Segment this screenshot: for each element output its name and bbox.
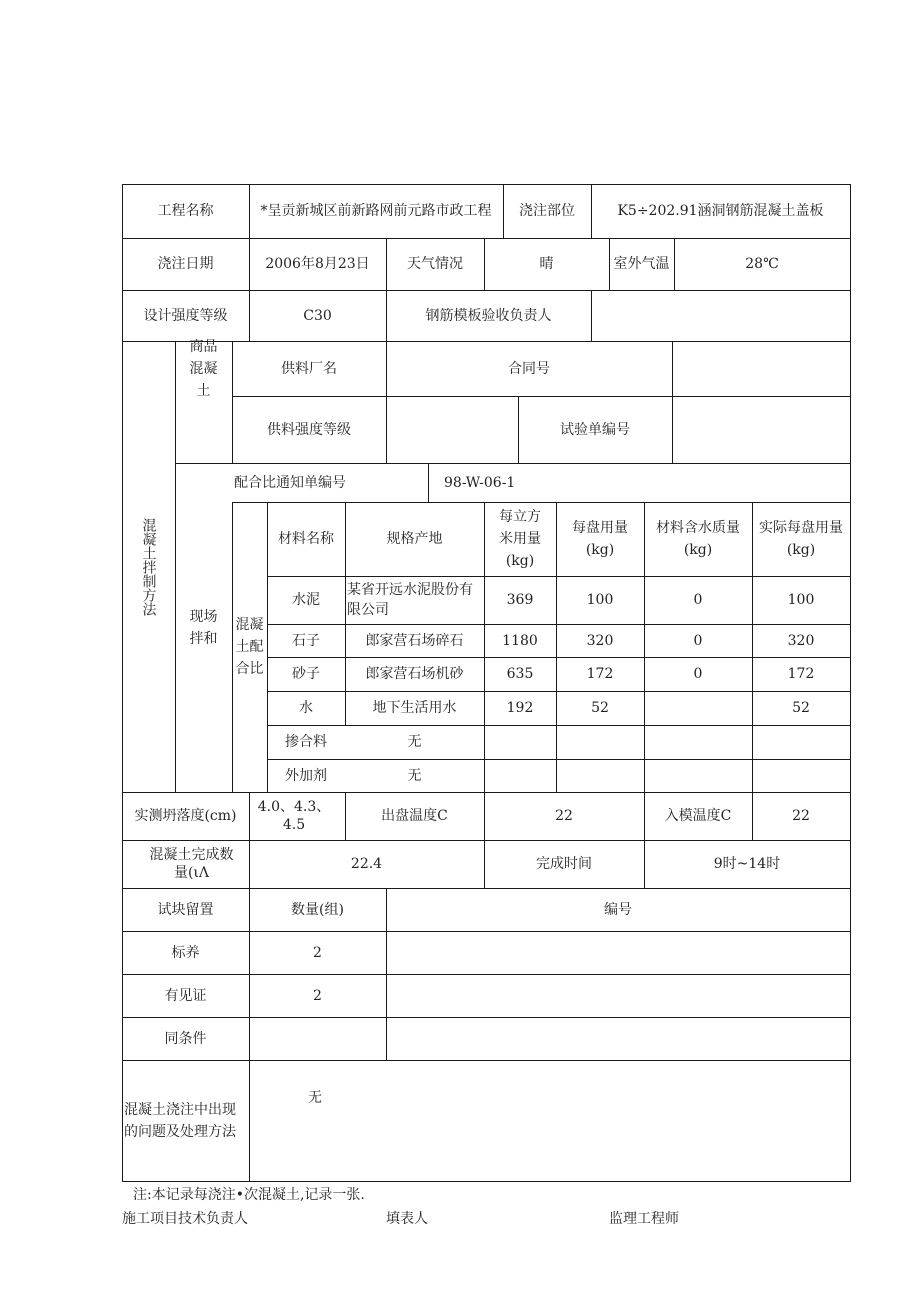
material-name: 砂子 bbox=[292, 666, 320, 682]
out-temp-value: 22 bbox=[555, 808, 573, 824]
material-name: 掺合料 bbox=[285, 734, 327, 750]
contract-label: 合同号 bbox=[508, 360, 550, 377]
material-spec: 无 bbox=[407, 767, 422, 784]
material-per-m3: 1180 bbox=[502, 632, 538, 649]
material-per-batch: 320 bbox=[586, 632, 614, 649]
material-actual: 100 bbox=[787, 592, 815, 608]
tech-lead-label: 施工项目技术负责人 bbox=[122, 1211, 248, 1227]
material-spec: 某省开远水泥股份有限公司 bbox=[347, 582, 473, 618]
material-per-batch: 172 bbox=[586, 666, 614, 682]
specimen-row-qty: 2 bbox=[313, 987, 322, 1004]
col-per-batch: 每盘用量(kg) bbox=[572, 520, 628, 558]
material-moisture: 0 bbox=[693, 592, 703, 608]
completed-qty-value: 22.4 bbox=[350, 856, 383, 872]
material-actual: 52 bbox=[792, 700, 810, 716]
outdoor-temp-label: 室外气温 bbox=[613, 256, 670, 272]
specimen-row-name: 同条件 bbox=[164, 1030, 207, 1047]
outdoor-temp-value: 28℃ bbox=[745, 256, 779, 272]
filler-label: 填表人 bbox=[386, 1211, 428, 1227]
material-per-batch: 100 bbox=[586, 592, 614, 608]
mix-notice-label: 配合比通知单编号 bbox=[234, 474, 346, 491]
onsite-mixing-label: 现场拌和 bbox=[189, 608, 218, 647]
specimen-row-no bbox=[386, 1017, 850, 1060]
material-name: 水泥 bbox=[292, 592, 320, 608]
material-spec: 郎家营石场机砂 bbox=[365, 666, 464, 682]
material-spec: 郎家营石场碎石 bbox=[365, 632, 464, 649]
mold-temp-label: 入模温度C bbox=[664, 808, 732, 824]
project-name-label: 工程名称 bbox=[157, 203, 214, 219]
specimen-label: 试块留置 bbox=[157, 901, 214, 918]
col-actual: 实际每盘用量(kg) bbox=[759, 520, 843, 558]
material-per-m3: 369 bbox=[506, 592, 534, 608]
material-moisture: 0 bbox=[693, 632, 703, 649]
pour-date-value: 2006年8月23日 bbox=[265, 256, 370, 272]
specimen-row-qty: 2 bbox=[313, 944, 322, 961]
mix-notice-value: 98-W-06-1 bbox=[444, 474, 516, 491]
completion-time-label: 完成时间 bbox=[536, 856, 592, 872]
slump-value: 4.0、4.3、4.5 bbox=[257, 799, 331, 833]
material-name: 外加剂 bbox=[285, 767, 327, 784]
commercial-concrete-label: 商品混凝土 bbox=[189, 338, 218, 399]
design-grade-value: C30 bbox=[303, 307, 332, 324]
supply-grade-value bbox=[386, 396, 518, 463]
material-per-m3: 192 bbox=[506, 700, 534, 716]
material-name: 水 bbox=[299, 700, 313, 716]
completion-time-value: 9时~14时 bbox=[713, 856, 781, 872]
material-moisture: 0 bbox=[693, 666, 703, 682]
specimen-row-name: 标养 bbox=[171, 944, 200, 961]
weather-label: 天气情况 bbox=[407, 256, 463, 272]
pour-date-label: 浇注日期 bbox=[157, 256, 214, 272]
problems-label: 混凝土浇注中出现的问题及处理方法 bbox=[124, 1101, 236, 1140]
specimen-qty-label: 数量(组) bbox=[291, 901, 344, 918]
col-moisture: 材料含水质量(kg) bbox=[656, 520, 740, 558]
rebar-formwork-value bbox=[591, 290, 850, 341]
completed-qty-label: 混凝土完成数量(ιΛ bbox=[149, 847, 234, 881]
project-name-value: *呈贡新城区前新路网前元路市政工程 bbox=[260, 203, 492, 219]
material-spec: 无 bbox=[407, 734, 422, 750]
test-no-value bbox=[672, 396, 850, 463]
material-spec: 地下生活用水 bbox=[372, 700, 457, 716]
supervisor-label: 监理工程师 bbox=[609, 1211, 679, 1227]
col-per-m3: 每立方米用量(kg) bbox=[499, 509, 541, 569]
specimen-row-qty bbox=[249, 1017, 386, 1060]
col-spec-origin: 规格产地 bbox=[386, 531, 443, 547]
col-material-name: 材料名称 bbox=[278, 531, 334, 547]
design-grade-label: 设计强度等级 bbox=[143, 307, 228, 324]
supplier-label: 供料厂名 bbox=[281, 360, 337, 377]
material-actual: 172 bbox=[787, 666, 815, 682]
material-per-m3: 635 bbox=[506, 666, 534, 682]
out-temp-label: 出盘温度C bbox=[381, 808, 448, 824]
specimen-no-label: 编号 bbox=[604, 901, 632, 918]
mold-temp-value: 22 bbox=[792, 808, 810, 824]
mix-ratio-label: 混凝土配合比 bbox=[235, 617, 264, 677]
material-actual: 320 bbox=[787, 632, 815, 649]
contract-value bbox=[672, 341, 850, 396]
slump-label: 实测坍落度(cm) bbox=[134, 808, 237, 824]
material-name: 石子 bbox=[292, 632, 320, 649]
rebar-formwork-label: 钢筋模板验收负责人 bbox=[425, 307, 552, 324]
specimen-row-name: 有见证 bbox=[164, 987, 207, 1004]
footer-note: 注:本记录每浇注•次混凝土,记录一张. bbox=[133, 1187, 365, 1203]
material-per-batch: 52 bbox=[591, 700, 609, 716]
test-no-label: 试验单编号 bbox=[560, 421, 630, 438]
weather-value: 晴 bbox=[539, 256, 554, 272]
problems-value: 无 bbox=[308, 1090, 322, 1106]
mixing-method-label: 混凝土拌制方法 bbox=[140, 517, 157, 616]
supply-grade-label: 供料强度等级 bbox=[267, 421, 351, 438]
pour-location-value: K5÷202.91涵洞钢筋混凝土盖板 bbox=[617, 203, 824, 219]
material-moisture bbox=[644, 691, 752, 725]
pour-location-label: 浇注部位 bbox=[519, 203, 575, 219]
specimen-row-no bbox=[386, 974, 850, 1017]
specimen-row-no bbox=[386, 931, 850, 974]
